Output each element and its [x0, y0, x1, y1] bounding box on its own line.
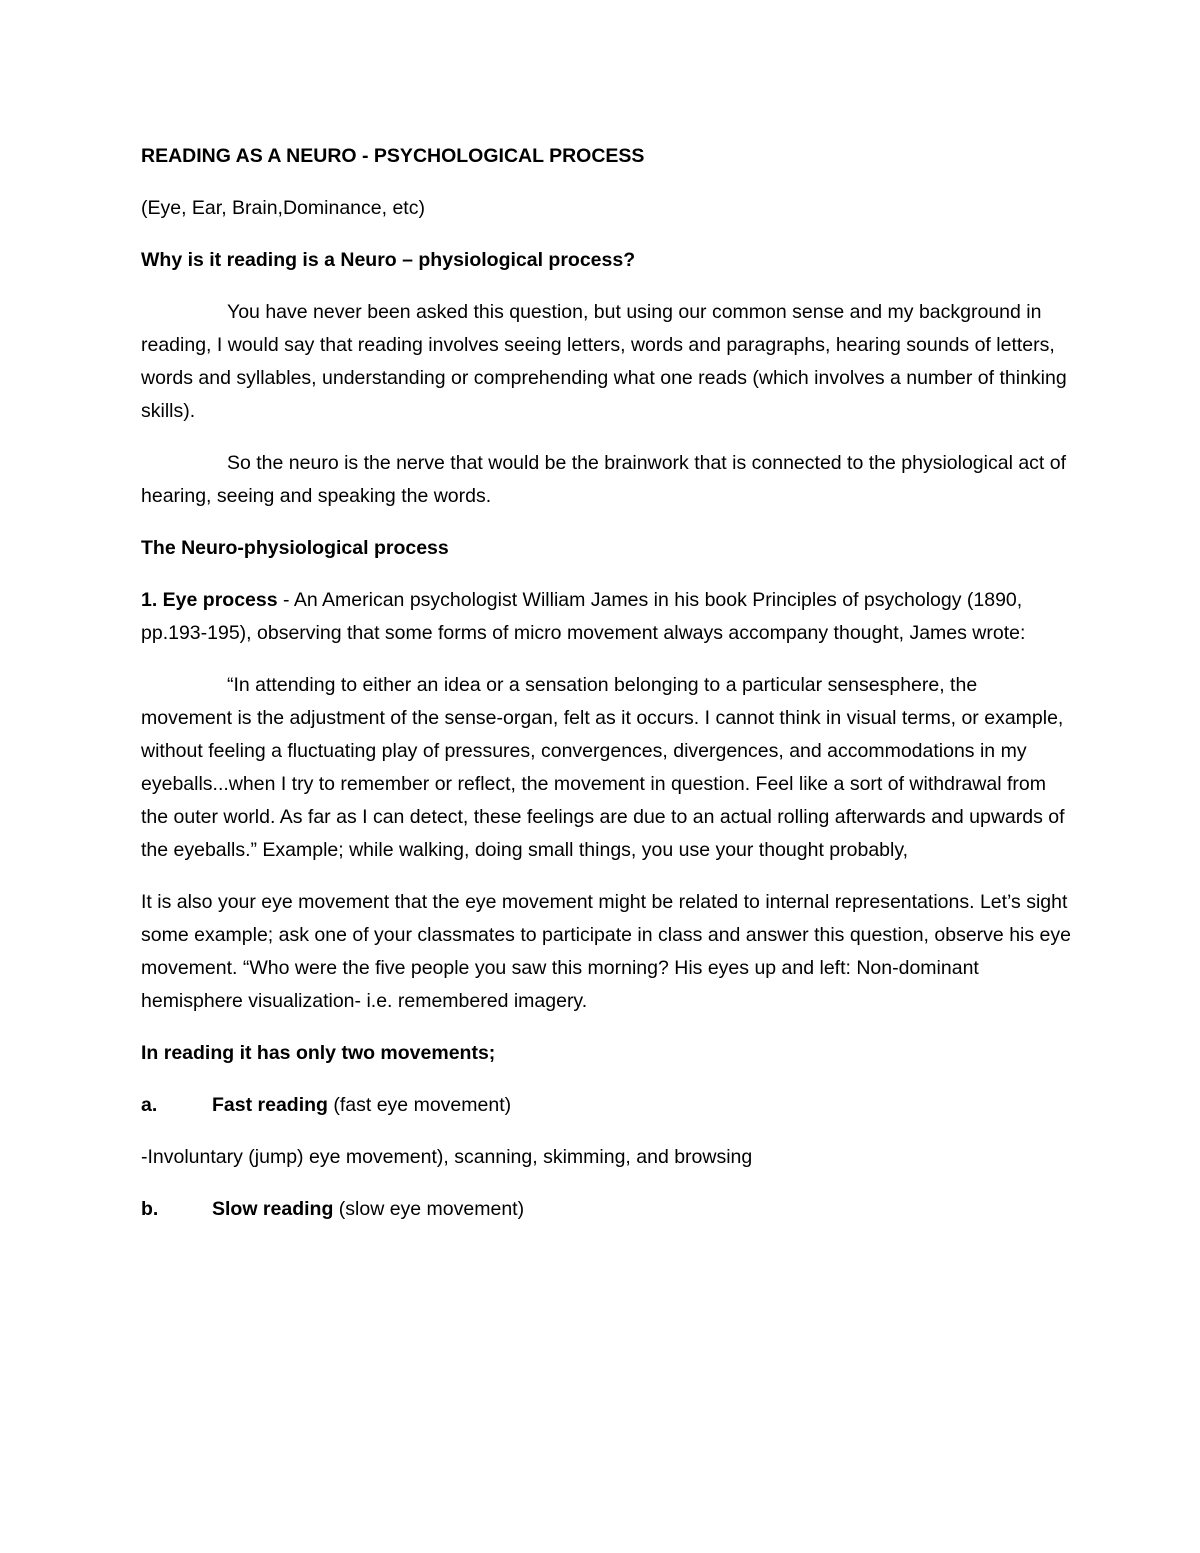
- list-item-text: (fast eye movement): [327, 1094, 512, 1116]
- document-subtitle: (Eye, Ear, Brain,Dominance, etc): [141, 197, 425, 219]
- eye-process-label: 1. Eye process: [141, 589, 278, 611]
- list-item-content: [212, 1089, 511, 1122]
- question-heading: Why is it reading is a Neuro – physiological process?: [141, 249, 636, 271]
- paragraph-neuro: So the neuro is the nerve that would be the brainwork that is connected to the physiological act of hearing, seeing and speaking the words.: [141, 452, 1067, 507]
- movements-heading: In reading it has only two movements;: [141, 1042, 496, 1064]
- eye-process-text: - An American psychologist William James in his book Principles of psychology (1890, pp.193-195), observing that some forms of micro movement always accompany thought, James wrote:: [141, 589, 1026, 644]
- paragraph-eye-movement: It is also your eye movement that the eye movement might be related to internal representations. Let’s sight some example; ask one of your classmates to participate in class and answer this question, observe his eye movement. “Who were the five people you saw this morning? His eyes up and left: Non-dominant hemisphere visualization- i.e. remembered imagery.: [141, 891, 1071, 1012]
- list-item-content: [212, 1193, 524, 1226]
- fast-reading-note: -Involuntary (jump) eye movement), scanning, skimming, and browsing: [141, 1146, 753, 1168]
- paragraph-intro: You have never been asked this question, but using our common sense and my background in reading, I would say that reading involves seeing letters, words and paragraphs, hearing sounds of letters, words and syllables, understanding or comprehending what one reads (which involves a number of thinking skills).: [141, 301, 1067, 422]
- list-marker: b.: [141, 1198, 159, 1220]
- list-marker: a.: [141, 1094, 158, 1116]
- list-item-text: (slow eye movement): [333, 1198, 525, 1220]
- list-item-label: Fast reading: [212, 1094, 328, 1116]
- list-item-fast-reading: [141, 1089, 1071, 1122]
- eye-process-paragraph: [141, 584, 1071, 650]
- document-title: READING AS A NEURO - PSYCHOLOGICAL PROCESS: [141, 145, 645, 167]
- list-item-slow-reading: [141, 1193, 1071, 1226]
- section-heading: The Neuro-physiological process: [141, 537, 449, 559]
- document-page: [141, 140, 1071, 1245]
- william-james-quote: “In attending to either an idea or a sensation belonging to a particular sensesphere, the movement is the adjustment of the sense-organ, felt as it occurs. I cannot think in visual terms, or example, without feeling a fluctuating play of pressures, convergences, divergences, and accommodations in my eyeballs...when I try to remember or reflect, the movement in question. Feel like a sort of withdrawal from the outer world. As far as I can detect, these feelings are due to an actual rolling afterwards and upwards of the eyeballs.” Example; while walking, doing small things, you use your thought probably,: [141, 674, 1065, 861]
- list-item-label: Slow reading: [212, 1198, 334, 1220]
